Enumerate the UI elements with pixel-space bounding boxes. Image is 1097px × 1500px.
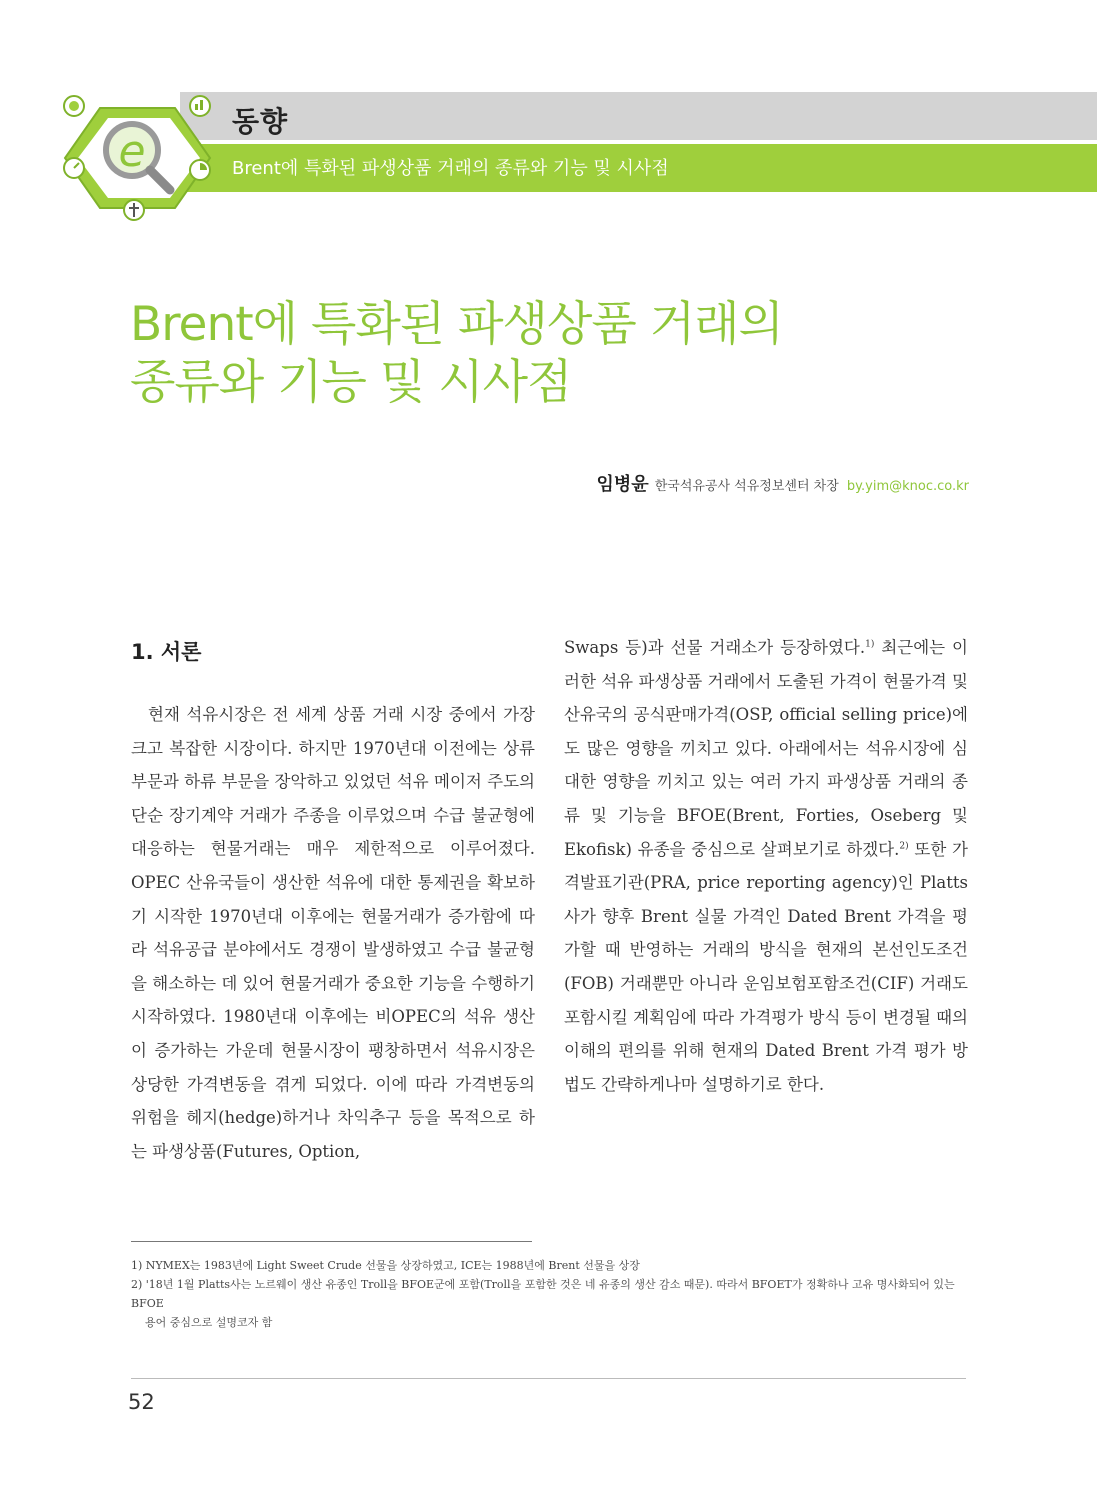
section-heading: 1. 서론 [131,640,202,664]
gauge-icon [64,158,84,178]
footnote-ref-1[interactable]: 1) [865,639,875,650]
author-line [597,470,969,496]
text-part-3: 또한 가격발표기관(PRA, price reporting agency)인 Platts사가 향후 Brent 실물 가격인 Dated Brent 가격을 평가할 때 반영하는 거래의 방식을 현재의 본선인도조건(FOB) 거래뿐만 아니라 운임보험포함조건(CIF) 거래도 포함시킬 계획임에 따라 가격평가 방식 등이 변경될 때의 이해의 편의를 위해 현재의 Dated Brent 가격 평가 방법도 간략하게나마 설명하기로 한다. [564,839,968,1094]
body-column-right [564,631,968,1101]
footnote-2-cont: 용어 중심으로 설명코자 함 [145,1316,273,1329]
e-badge-logo [62,88,212,228]
page-footer-rule [131,1378,966,1379]
text-part-1: Swaps 등)과 선물 거래소가 등장하였다. [564,638,866,657]
tower-icon [124,200,144,220]
title-line-2: 종류와 기능 및 시사점 [130,355,572,410]
author-email[interactable]: by.yim@knoc.co.kr [846,479,969,494]
section-label: 동향 [232,105,289,138]
chart-icon [190,96,210,116]
paragraph-continued [564,631,968,1101]
page-number: 52 [128,1390,155,1414]
body-column-left [131,698,535,1168]
paragraph-intro: 현재 석유시장은 전 세계 상품 거래 시장 중에서 가장 크고 복잡한 시장이다. 하지만 1970년대 이전에는 상류 부문과 하류 부문을 장악하고 있었던 석유 메이저 주도의 단순 장기계약 거래가 주종을 이루었으며 수급 불균형에 대응하는 현물거래는 매우 제한적으로 이루어졌다. OPEC 산유국들이 생산한 석유에 대한 통제권을 확보하기 시작한 1970년대 이후에는 현물거래가 증가함에 따라 석유공급 분야에서도 경쟁이 발생하였고 수급 불균형을 해소하는 데 있어 현물거래가 중요한 기능을 수행하기 시작하였다. 1980년대 이후에는 비OPEC의 석유 생산이 증가하는 가운데 현물시장이 팽창하면서 석유시장은 상당한 가격변동을 겪게 되었다. 이에 따라 가격변동의 위험을 헤지(hedge)하거나 차익추구 등을 목적으로 하는 파생상품(Futures, Option, [131,705,535,1161]
article-title [130,296,783,412]
header-gray-band [180,92,1097,140]
footnote-divider [131,1241,532,1242]
badge-letter: e [118,126,146,177]
footnote-1: 1) NYMEX는 1983년에 Light Sweet Crude 선물을 상장하였고, ICE는 1988년에 Brent 선물을 상장 [131,1259,640,1272]
title-line-1: Brent에 특화된 파생상품 거래의 [130,297,783,352]
footnote-ref-2[interactable]: 2) [899,841,909,852]
author-name: 임병윤 [596,474,649,495]
globe-icon [64,96,84,116]
footnote-2: 2) '18년 1월 Platts사는 노르웨이 생산 유종인 Troll을 BFOE군에 포함(Troll을 포함한 것은 네 유종의 생산 감소 때문). 따라서 BFOET가 정확하나 고유 명사화되어 있는 BFOE [131,1278,955,1310]
author-affiliation: 한국석유공사 석유정보센터 차장 [654,479,839,494]
pie-icon [190,160,210,180]
header-subtitle: Brent에 특화된 파생상품 거래의 종류와 기능 및 시사점 [232,158,669,179]
text-part-2: 최근에는 이러한 석유 파생상품 거래에서 도출된 가격이 현물가격 및 산유국의 공식판매가격(OSP, official selling price)에도 많은 영향을 끼치고 있다. 아래에서는 석유시장에 심대한 영향을 끼치고 있는 여러 가지 파생상품 거래의 종류 및 기능을 BFOE(Brent, Forties, Oseberg 및 Ekofisk) 유종을 중심으로 살펴보기로 하겠다. [564,638,968,859]
footnotes [131,1256,971,1332]
